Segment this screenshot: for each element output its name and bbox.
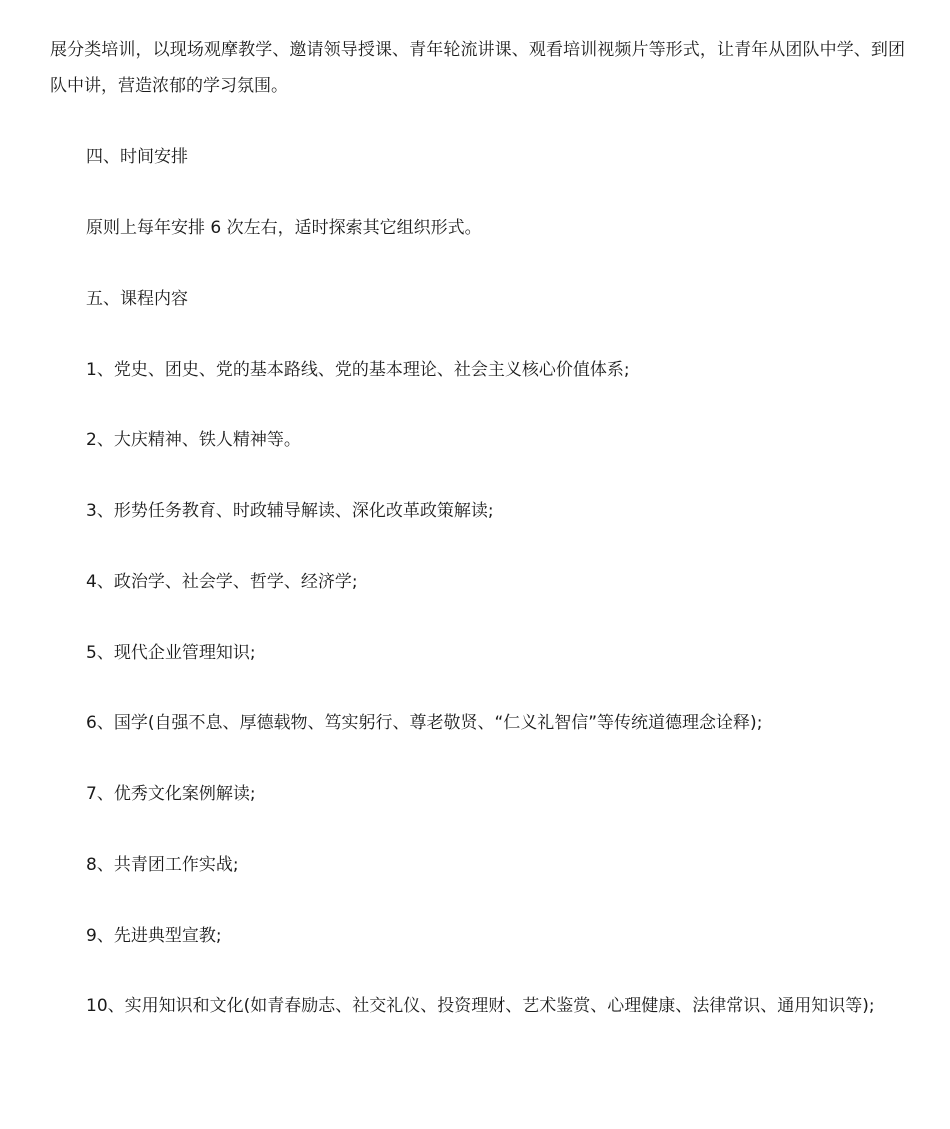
heading-time-schedule: 四、时间安排 <box>86 147 188 167</box>
list-item-2: 2、大庆精神、铁人精神等。 <box>86 430 301 450</box>
paragraph-schedule: 原则上每年安排 6 次左右，适时探索其它组织形式。 <box>86 218 482 238</box>
list-item-6: 6、国学(自强不息、厚德载物、笃实躬行、尊老敬贤、“仁义礼智信”等传统道德理念诠释); <box>86 713 763 733</box>
list-item-5: 5、现代企业管理知识; <box>86 643 256 663</box>
list-item-3: 3、形势任务教育、时政辅导解读、深化改革政策解读; <box>86 501 494 521</box>
paragraph-training-form: 展分类培训，以现场观摩教学、邀请领导授课、青年轮流讲课、观看培训视频片等形式，让青年从团队中学、到团队中讲，营造浓郁的学习氛围。 <box>50 40 905 96</box>
heading-course-content: 五、课程内容 <box>86 289 188 309</box>
list-item-4: 4、政治学、社会学、哲学、经济学; <box>86 572 358 592</box>
list-item-1: 1、党史、团史、党的基本路线、党的基本理论、社会主义核心价值体系; <box>86 360 630 380</box>
list-item-10: 10、实用知识和文化(如青春励志、社交礼仪、投资理财、艺术鉴赏、心理健康、法律常识、通用知识等); <box>86 996 875 1016</box>
list-item-7: 7、优秀文化案例解读; <box>86 784 256 804</box>
list-item-8: 8、共青团工作实战; <box>86 855 239 875</box>
list-item-9: 9、先进典型宣教; <box>86 926 222 946</box>
